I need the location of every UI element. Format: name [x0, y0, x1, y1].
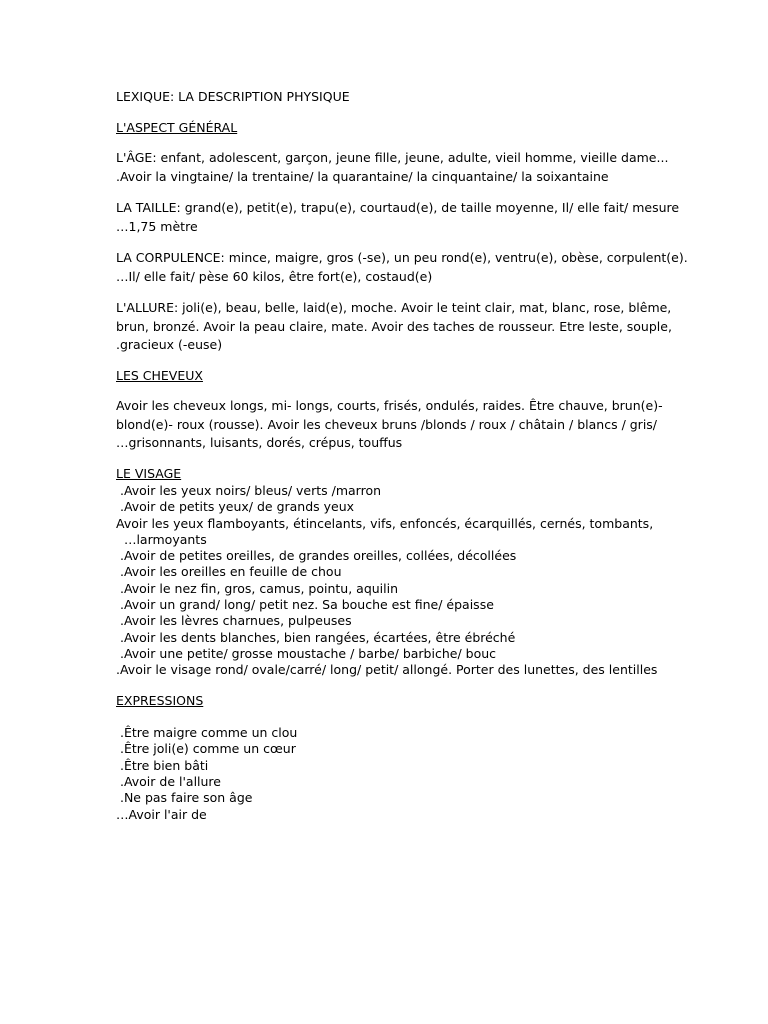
list-item: .Avoir les yeux noirs/ bleus/ verts /marron	[116, 483, 382, 498]
text-line: LA CORPULENCE: mince, maigre, gros (-se), un peu rond(e), ventru(e), obèse, corpulent(e).	[116, 250, 688, 265]
section-heading-aspect: L'ASPECT GÉNÉRAL	[116, 119, 238, 135]
paragraph-taille	[116, 199, 680, 236]
text-line: L'ÂGE: enfant, adolescent, garçon, jeune fille, jeune, adulte, vieil homme, vieille dame...	[116, 150, 669, 165]
list-item: .Être maigre comme un clou	[116, 725, 298, 741]
list-item: .Avoir les dents blanches, bien rangées, écartées, être ébréché	[116, 629, 516, 645]
text-line: …Il/ elle fait/ pèse 60 kilos, être fort(e), costaud(e)	[116, 268, 433, 284]
section-heading-visage: LE VISAGE	[116, 465, 182, 481]
text-line: LA TAILLE: grand(e), petit(e), trapu(e), courtaud(e), de taille moyenne, Il/ elle fait/ mesure	[116, 200, 680, 215]
section-heading-cheveux: LES CHEVEUX	[116, 367, 203, 383]
list-item: .Avoir de l'allure	[116, 773, 221, 789]
text-line: L'ALLURE: joli(e), beau, belle, laid(e), moche. Avoir le teint clair, mat, blanc, rose, blême,	[116, 300, 672, 315]
list-item: …Avoir l'air de	[116, 806, 207, 822]
paragraph-allure	[116, 299, 672, 355]
paragraph-cheveux	[116, 397, 663, 453]
list-item: .Avoir une petite/ grosse moustache / barbe/ barbiche/ bouc	[116, 645, 497, 661]
text-line: Avoir les cheveux longs, mi- longs, courts, frisés, ondulés, raides. Être chauve, brun(e)-	[116, 398, 663, 413]
text-line: .gracieux (-euse)	[116, 337, 223, 352]
list-item: .Être joli(e) comme un cœur	[116, 741, 296, 757]
paragraph-age	[116, 149, 669, 186]
text-line: blond(e)- roux (rousse). Avoir les cheveux bruns /blonds / roux / châtain / blancs / gris/	[116, 416, 658, 432]
section-heading-expressions: EXPRESSIONS	[116, 692, 204, 708]
list-item: .Avoir de petites oreilles, de grandes oreilles, collées, décollées	[116, 548, 517, 564]
text-line: …1,75 mètre	[116, 218, 198, 234]
text-line: …grisonnants, luisants, dorés, crépus, touffus	[116, 435, 403, 450]
list-item: Avoir les yeux flamboyants, étincelants, vifs, enfoncés, écarquillés, cernés, tombants,	[116, 515, 654, 531]
list-expressions	[116, 725, 646, 823]
list-visage	[116, 483, 658, 679]
paragraph-corpulence	[116, 249, 688, 286]
list-item: .Avoir un grand/ long/ petit nez. Sa bouche est fine/ épaisse	[116, 597, 494, 613]
list-item: .Avoir les oreilles en feuille de chou	[116, 564, 342, 580]
list-item: .Avoir le nez fin, gros, camus, pointu, aquilin	[116, 580, 399, 596]
text-line: .Avoir la vingtaine/ la trentaine/ la quarantaine/ la cinquantaine/ la soixantaine	[116, 168, 609, 184]
document-content	[116, 88, 688, 823]
list-item: …larmoyants	[116, 531, 207, 547]
list-item: .Être bien bâti	[116, 757, 209, 773]
text-line: brun, bronzé. Avoir la peau claire, mate. Avoir des taches de rousseur. Etre leste, souple,	[116, 318, 672, 334]
list-item: .Avoir le visage rond/ ovale/carré/ long/ petit/ allongé. Porter des lunettes, des lentilles	[116, 662, 658, 678]
list-item: .Avoir les lèvres charnues, pulpeuses	[116, 613, 352, 629]
list-item: .Ne pas faire son âge	[116, 790, 253, 806]
list-item: .Avoir de petits yeux/ de grands yeux	[116, 499, 355, 515]
document-title: LEXIQUE: LA DESCRIPTION PHYSIQUE	[116, 89, 350, 104]
